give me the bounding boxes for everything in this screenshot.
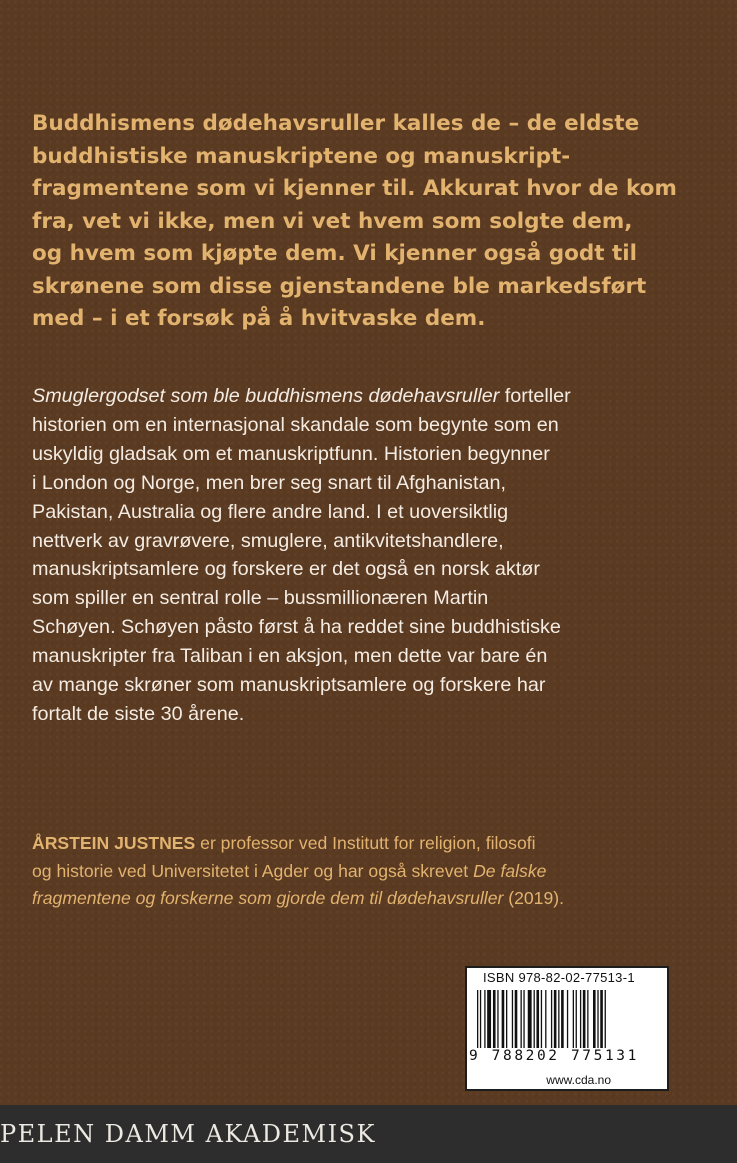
- publisher-footer: [0, 1105, 737, 1163]
- description-line: som spiller en sentral rolle – bussmillionæren Martin: [32, 587, 489, 610]
- description-line: forteller: [499, 385, 571, 407]
- barcode-bar: [583, 990, 586, 1048]
- blurb-line: fra, vet vi ikke, men vi vet hvem som solgte dem,: [32, 208, 633, 234]
- author-name: ÅRSTEIN JUSTNES: [32, 833, 196, 853]
- barcode-bar: [512, 990, 513, 1048]
- author-line: er professor ved Institutt for religion, filosofi: [195, 833, 536, 853]
- barcode-bar: [597, 990, 598, 1048]
- barcode-bar: [534, 990, 535, 1048]
- barcode-bar: [576, 990, 577, 1048]
- blurb-line: og hvem som kjøpte dem. Vi kjenner også godt til: [32, 241, 638, 266]
- barcode-bar: [558, 990, 559, 1048]
- barcode-bar: [545, 990, 546, 1048]
- barcode-bar: [523, 990, 524, 1048]
- barcode-bar: [487, 990, 491, 1048]
- barcode-bar: [497, 990, 498, 1048]
- publisher-website: www.cda.no: [546, 1073, 611, 1087]
- barcode-bar: [580, 990, 581, 1048]
- barcode-bar: [593, 990, 596, 1048]
- previous-book-title-cont: fragmentene og forskerne som gjorde dem til dødehavsruller: [32, 888, 504, 908]
- barcode-bar: [541, 990, 542, 1048]
- blurb-line: skrønene som disse gjenstandene ble markedsført: [32, 273, 647, 299]
- barcode-bar: [573, 990, 574, 1048]
- publisher-name: PELEN DAMM AKADEMISK: [0, 1120, 376, 1148]
- barcode-bar: [506, 990, 507, 1048]
- description-line: Pakistan, Australia og flere andre land. I et uoversiktlig: [32, 500, 509, 523]
- description-line: historien om en internasjonal skandale som begynte som en: [32, 413, 559, 436]
- barcode-bar: [521, 990, 522, 1048]
- barcode-bar: [605, 990, 606, 1048]
- description-text: [32, 382, 712, 729]
- barcode-bar: [515, 990, 518, 1048]
- barcode-bar: [554, 990, 557, 1048]
- previous-book-title: De falske: [473, 860, 547, 881]
- description-line: Schøyen. Schøyen påsto først å ha reddet sine buddhistiske: [32, 616, 561, 639]
- book-title: Smuglergodset som ble buddhismens dødehavsruller: [32, 385, 500, 407]
- barcode-digits: 9 788202 775131: [469, 1048, 639, 1064]
- barcode-bars: [471, 990, 665, 1048]
- isbn-barcode: [465, 966, 669, 1091]
- barcode-bar: [567, 990, 568, 1048]
- blurb-line: buddhistiske manuskriptene og manuskript-: [32, 143, 571, 169]
- barcode-bar: [493, 990, 496, 1048]
- barcode-bar: [484, 990, 485, 1048]
- barcode-bar: [480, 990, 481, 1048]
- blurb-line: fragmentene som vi kjenner til. Akkurat hvor de kom: [32, 176, 677, 201]
- barcode-bar: [477, 990, 478, 1048]
- barcode-bar: [561, 990, 564, 1048]
- description-line: av mange skrøner som manuskriptsamlere og forskere har: [32, 674, 546, 697]
- isbn-number: ISBN 978-82-02-77513-1: [483, 970, 635, 985]
- description-line: manuskriptsamlere og forskere er det også en norsk aktør: [32, 558, 540, 581]
- barcode-bar: [536, 990, 539, 1048]
- author-bio: [32, 830, 712, 913]
- description-line: uskyldig gladsak om et manuskriptfunn. Historien begynner: [32, 442, 550, 465]
- description-line: i London og Norge, men brer seg snart til Afghanistan,: [32, 471, 506, 494]
- description-line: fortalt de siste 30 årene.: [32, 702, 245, 725]
- blurb-text: [32, 108, 712, 336]
- barcode-bar: [600, 990, 603, 1048]
- barcode-bar: [528, 990, 532, 1048]
- description-line: nettverk av gravrøvere, smuglere, antikvitetshandlere,: [32, 529, 504, 552]
- blurb-line: Buddhismens dødehavsruller kalles de – de eldste: [32, 111, 640, 136]
- blurb-line: med – i et forsøk på å hvitvaske dem.: [32, 306, 486, 331]
- barcode-bar: [587, 990, 588, 1048]
- description-line: manuskripter fra Taliban i en aksjon, men dette var bare én: [32, 645, 548, 668]
- author-line: (2019).: [503, 888, 564, 908]
- barcode-bar: [551, 990, 552, 1048]
- author-line: og historie ved Universitetet i Agder og har også skrevet: [32, 860, 474, 881]
- barcode-bar: [502, 990, 505, 1048]
